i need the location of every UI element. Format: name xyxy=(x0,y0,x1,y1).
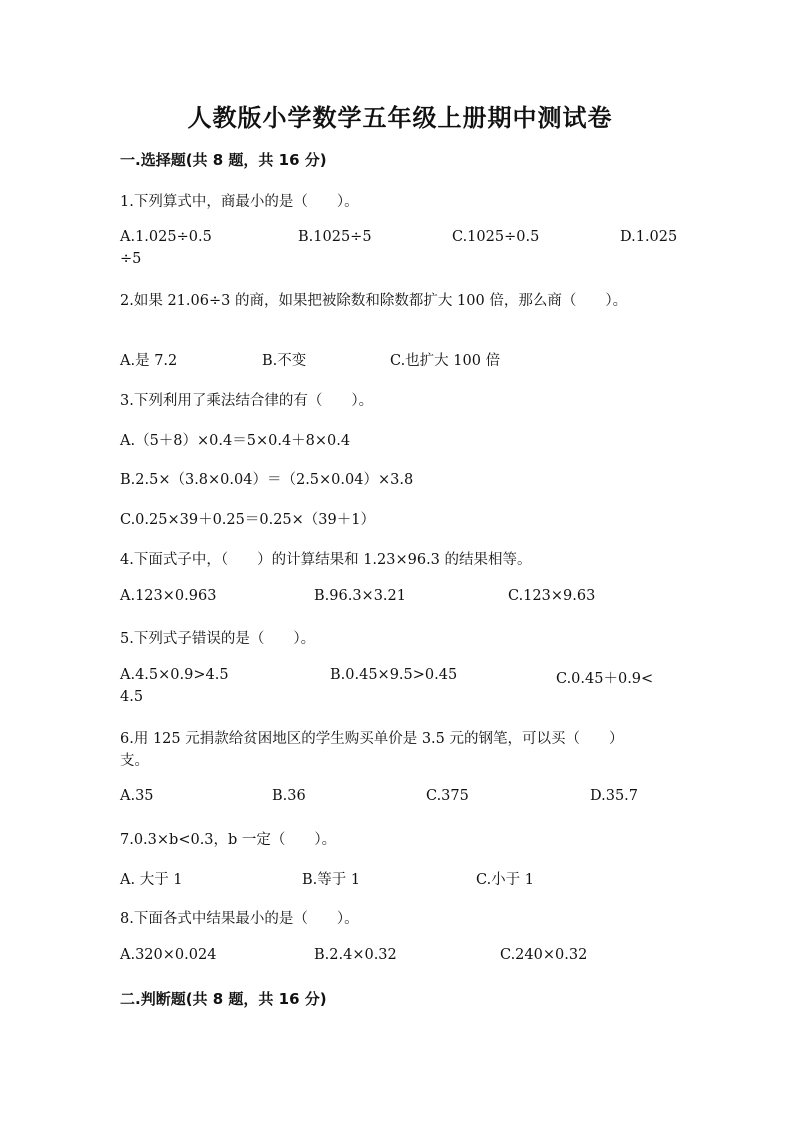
question-4-option-a: A.123×0.963 xyxy=(120,588,217,604)
question-6-option-c: C.375 xyxy=(426,788,469,804)
question-5-stem: 5.下列式子错误的是（ ）。 xyxy=(120,631,316,647)
question-8-option-a: A.320×0.024 xyxy=(120,947,217,963)
question-4-option-c: C.123×9.63 xyxy=(508,588,596,604)
question-5-option-b: B.0.45×9.5>0.45 xyxy=(330,667,458,683)
question-2-option-b: B.不变 xyxy=(262,353,307,369)
question-5-option-c-continued: 4.5 xyxy=(120,689,144,705)
page-title: 人教版小学数学五年级上册期中测试卷 xyxy=(187,104,613,132)
question-1-stem: 1.下列算式中，商最小的是（ ）。 xyxy=(120,194,359,210)
question-1-option-a: A.1.025÷0.5 xyxy=(120,229,212,245)
question-8-option-b: B.2.4×0.32 xyxy=(314,947,397,963)
section-heading-true-false: 二.判断题(共 8 题，共 16 分) xyxy=(120,990,327,1008)
question-6-stem-continued: 支。 xyxy=(120,753,149,769)
question-6-stem: 6.用 125 元捐款给贫困地区的学生购买单价是 3.5 元的钢笔，可以买（ ） xyxy=(120,731,624,747)
section-heading-multiple-choice: 一.选择题(共 8 题，共 16 分) xyxy=(120,151,327,169)
question-8-option-c: C.240×0.32 xyxy=(500,947,588,963)
question-6-option-d: D.35.7 xyxy=(590,788,639,804)
question-5-option-a: A.4.5×0.9>4.5 xyxy=(120,667,229,683)
question-7-option-b: B.等于 1 xyxy=(302,872,361,888)
question-8-stem: 8.下面各式中结果最小的是（ ）。 xyxy=(120,911,359,927)
question-3-stem: 3.下列利用了乘法结合律的有（ ）。 xyxy=(120,393,374,409)
question-7-stem: 7.0.3×b<0.3，b 一定（ ）。 xyxy=(120,832,337,848)
question-3-option-b: B.2.5×（3.8×0.04）＝（2.5×0.04）×3.8 xyxy=(120,472,414,488)
question-7-option-c: C.小于 1 xyxy=(476,872,535,888)
question-5-option-c: C.0.45＋0.9< xyxy=(556,671,654,687)
question-1-option-d-continued: ÷5 xyxy=(120,251,142,267)
question-2-option-a: A.是 7.2 xyxy=(120,353,178,369)
question-2-stem: 2.如果 21.06÷3 的商，如果把被除数和除数都扩大 100 倍，那么商（ ）。 xyxy=(120,293,628,309)
question-1-option-c: C.1025÷0.5 xyxy=(452,229,540,245)
question-2-option-c: C.也扩大 100 倍 xyxy=(390,353,501,369)
question-4-option-b: B.96.3×3.21 xyxy=(314,588,406,604)
question-3-option-a: A.（5＋8）×0.4＝5×0.4＋8×0.4 xyxy=(120,433,351,449)
question-6-option-a: A.35 xyxy=(120,788,154,804)
question-3-option-c: C.0.25×39＋0.25＝0.25×（39＋1） xyxy=(120,512,375,528)
question-1-option-b: B.1025÷5 xyxy=(298,229,372,245)
question-1-option-d: D.1.025 xyxy=(620,229,678,245)
question-7-option-a: A. 大于 1 xyxy=(120,872,183,888)
question-4-stem: 4.下面式子中，（ ）的计算结果和 1.23×96.3 的结果相等。 xyxy=(120,552,532,568)
question-6-option-b: B.36 xyxy=(272,788,306,804)
